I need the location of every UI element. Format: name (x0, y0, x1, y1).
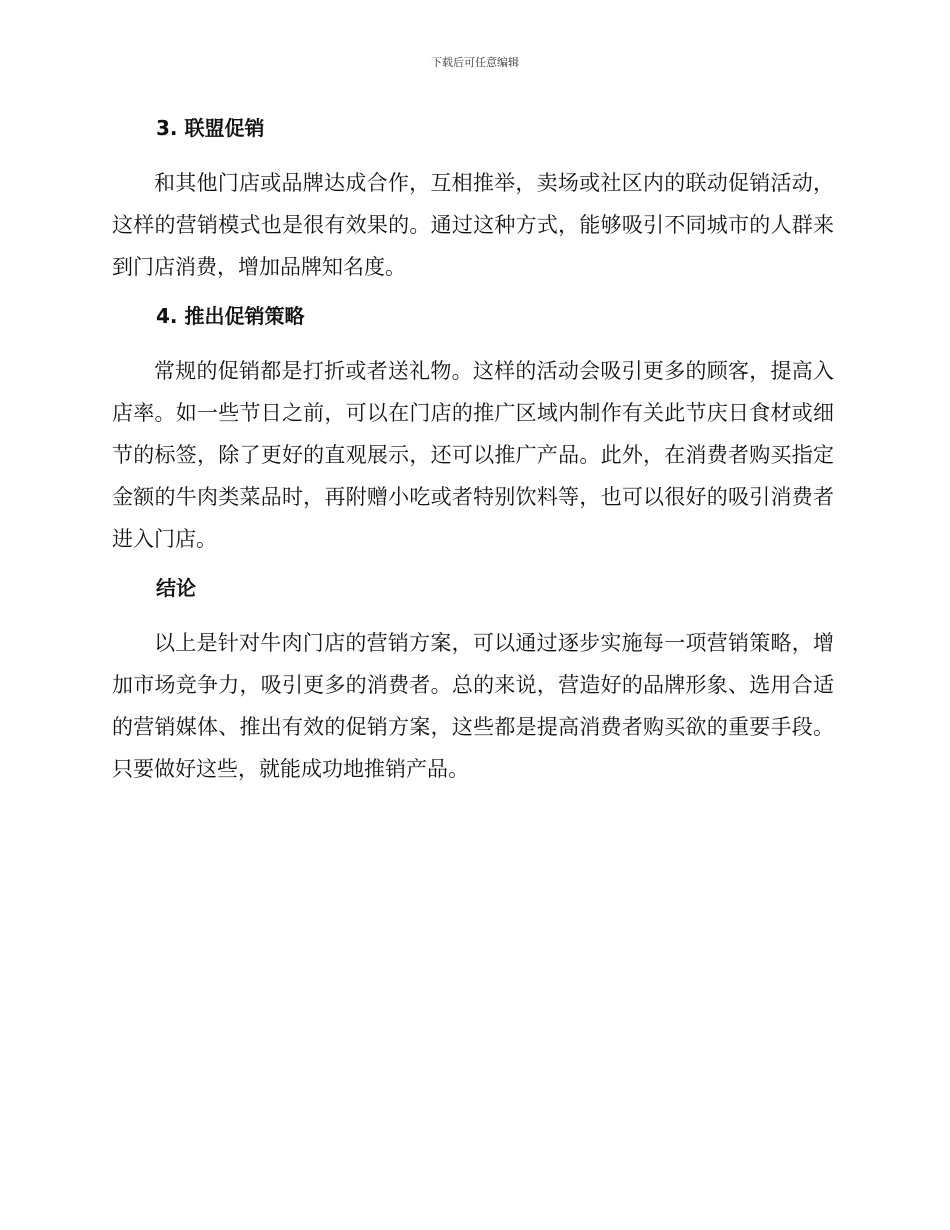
page-header: 下载后可任意编辑 (431, 56, 519, 69)
section-promotion-strategy (112, 298, 834, 560)
section-paragraph: 以上是针对牛肉门店的营销方案，可以通过逐步实施每一项营销策略，增加市场竞争力，吸引更多的消费者。总的来说，营造好的品牌形象、选用合适的营销媒体、推出有效的促销方案，这些都是提高消费者购买欲的重要手段。只要做好这些，就能成功地推销产品。 (112, 631, 834, 781)
document-body (112, 110, 834, 800)
section-heading: 4. 推出促销策略 (156, 304, 305, 328)
section-heading: 3. 联盟促销 (156, 116, 265, 140)
section-heading: 结论 (156, 576, 196, 600)
section-conclusion (112, 570, 834, 790)
section-paragraph: 和其他门店或品牌达成合作，互相推举，卖场或社区内的联动促销活动，这样的营销模式也是很有效果的。通过这种方式，能够吸引不同城市的人群来到门店消费，增加品牌知名度。 (112, 171, 834, 279)
section-alliance-promotion (112, 110, 834, 288)
section-paragraph: 常规的促销都是打折或者送礼物。这样的活动会吸引更多的顾客，提高入店率。如一些节日之前，可以在门店的推广区域内制作有关此节庆日食材或细节的标签，除了更好的直观展示，还可以推广产品。此外，在消费者购买指定金额的牛肉类菜品时，再附赠小吃或者特别饮料等，也可以很好的吸引消费者进入门店。 (112, 359, 834, 551)
